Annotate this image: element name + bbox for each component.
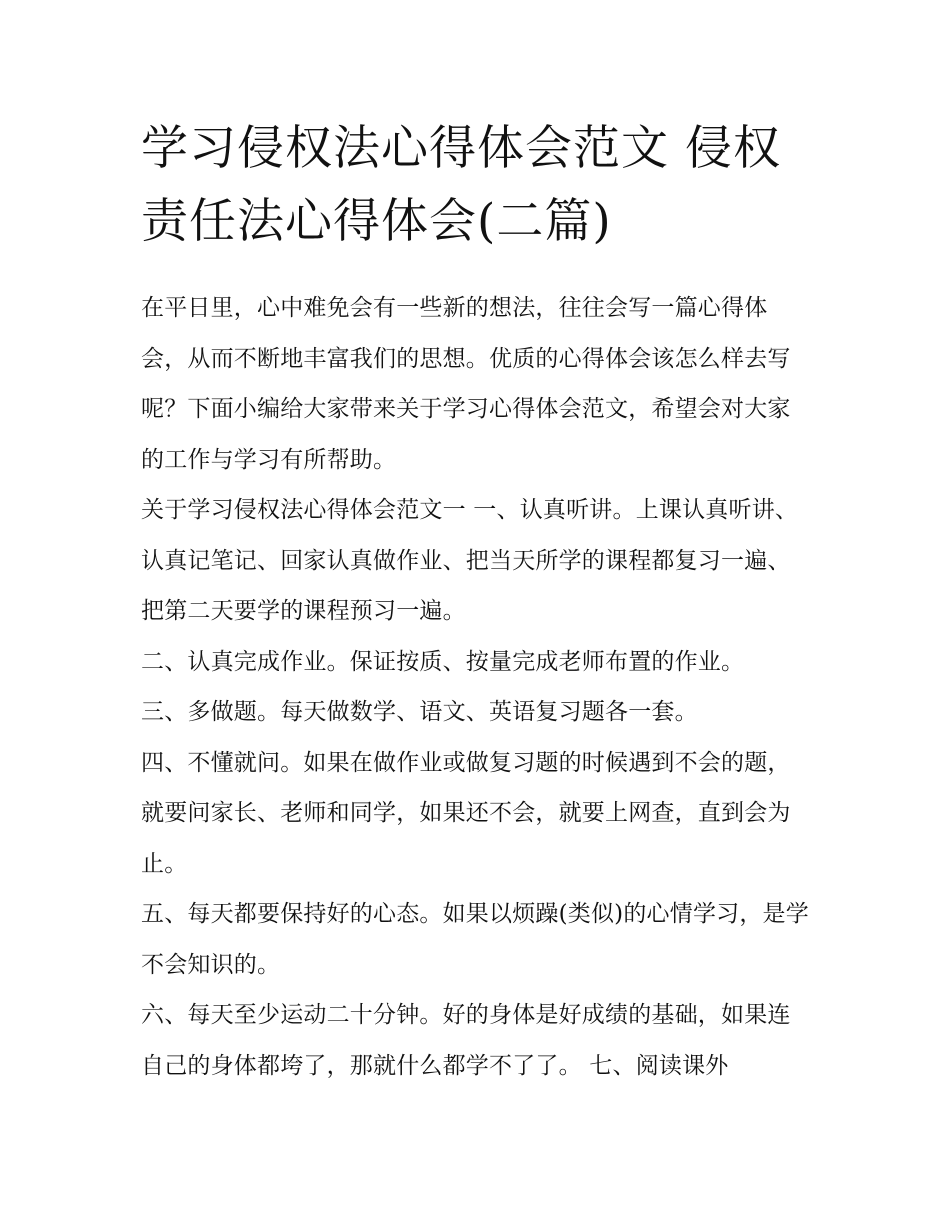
paragraph-intro: 在平日里，心中难免会有一些新的想法，往往会写一篇心得体会，从而不断地丰富我们的思想。优质的心得体会该怎么样去写呢？下面小编给大家带来关于学习心得体会范文，希望会对大家的工作与学习有所帮助。 xyxy=(141,295,791,473)
paragraph-item-6: 六、每天至少运动二十分钟。好的身体是好成绩的基础，如果连自己的身体都垮了，那就什么都学不了了。 七、阅读课外 xyxy=(141,1002,791,1079)
paragraph-item-1: 关于学习侵权法心得体会范文一 一、认真听讲。上课认真听讲、认真记笔记、回家认真做作业、把当天所学的课程都复习一遍、把第二天要学的课程预习一遍。 xyxy=(141,497,799,624)
document-content xyxy=(141,112,813,1091)
paragraph-item-5: 五、每天都要保持好的心态。如果以烦躁(类似)的心情学习，是学不会知识的。 xyxy=(141,901,809,978)
paragraph-item-2: 二、认真完成作业。保证按质、按量完成老师布置的作业。 xyxy=(141,648,745,675)
paragraph-item-3: 三、多做题。每天做数学、语文、英语复习题各一套。 xyxy=(141,699,698,725)
document-title: 学习侵权法心得体会范文 侵权责任法心得体会(二篇) xyxy=(141,121,781,249)
document-body xyxy=(141,283,813,1091)
paragraph-item-4: 四、不懂就问。如果在做作业或做复习题的时候遇到不会的题，就要问家长、老师和同学，如果还不会，就要上网查，直到会为止。 xyxy=(141,749,791,877)
